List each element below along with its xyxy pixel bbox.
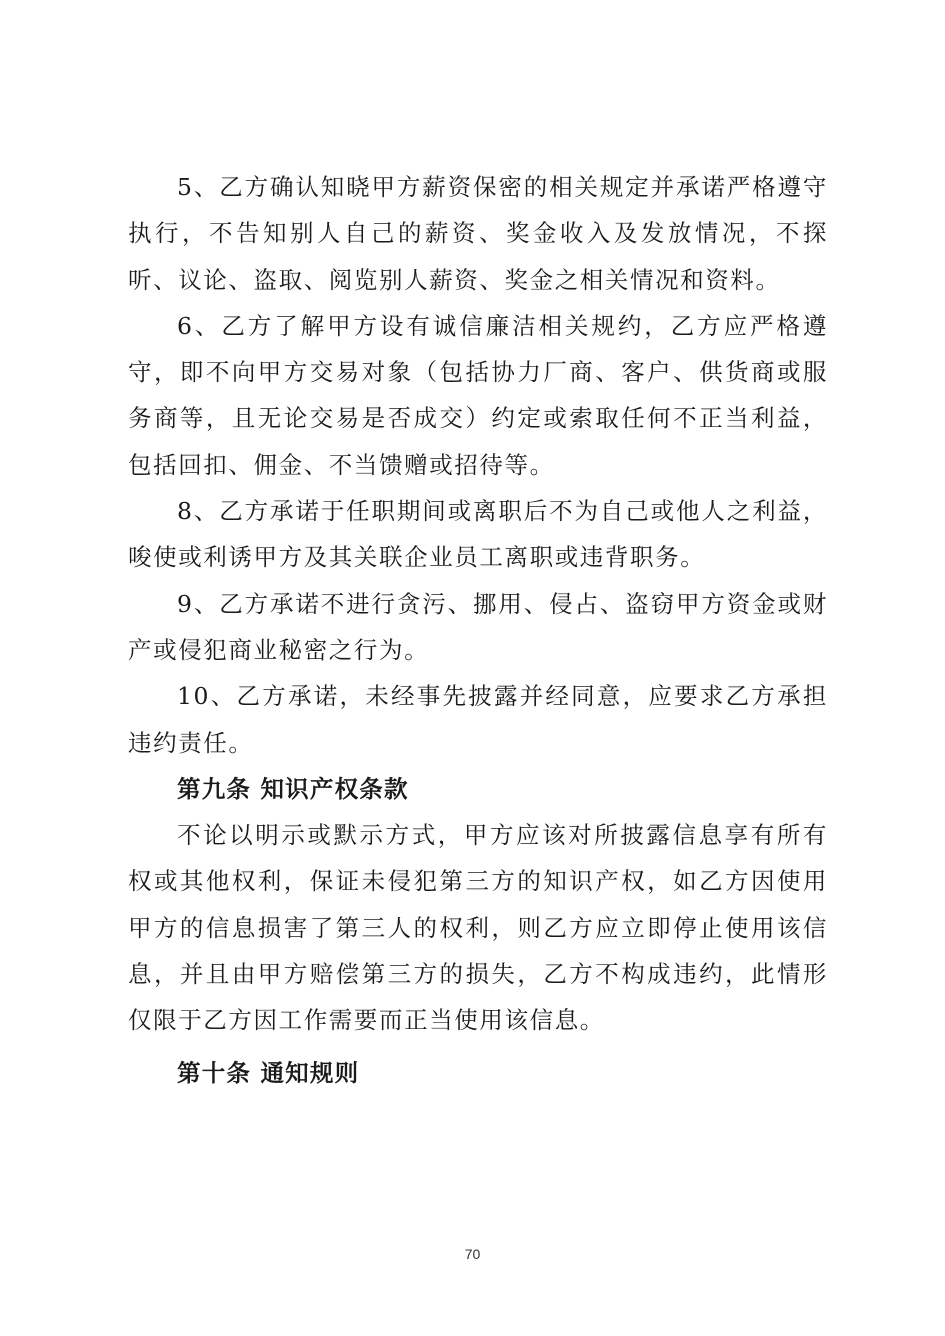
section-9-body: 不论以明示或默示方式，甲方应该对所披露信息享有所有权或其他权利，保证未侵犯第三方的知识产权，如乙方因使用甲方的信息损害了第三人的权利，则乙方应立即停止使用该信息，并且由甲方赔偿第三方的损失，乙方不构成违约，此情形仅限于乙方因工作需要而正当使用该信息。 (128, 821, 828, 1035)
page-content (128, 164, 828, 1096)
section-9-heading: 第九条 知识产权条款 (177, 774, 409, 803)
section-10-heading: 第十条 通知规则 (177, 1058, 360, 1087)
clause-9-paragraph: 9、乙方承诺不进行贪污、挪用、侵占、盗窃甲方资金或财产或侵犯商业秘密之行为。 (128, 589, 828, 664)
clause-6-paragraph: 6、乙方了解甲方设有诚信廉洁相关规约，乙方应严格遵守，即不向甲方交易对象（包括协力厂商、客户、供货商或服务商等，且无论交易是否成交）约定或索取任何不正当利益，包括回扣、佣金、不当馈赠或招待等。 (128, 311, 828, 479)
clause-10-paragraph: 10、乙方承诺，未经事先披露并经同意，应要求乙方承担违约责任。 (128, 682, 828, 757)
page-number: 70 (464, 1246, 481, 1262)
clause-5-paragraph: 5、乙方确认知晓甲方薪资保密的相关规定并承诺严格遵守执行，不告知别人自己的薪资、奖金收入及发放情况，不探听、议论、盗取、阅览别人薪资、奖金之相关情况和资料。 (128, 173, 828, 294)
clause-8-paragraph: 8、乙方承诺于任职期间或离职后不为自己或他人之利益，唆使或利诱甲方及其关联企业员工离职或违背职务。 (128, 497, 828, 572)
